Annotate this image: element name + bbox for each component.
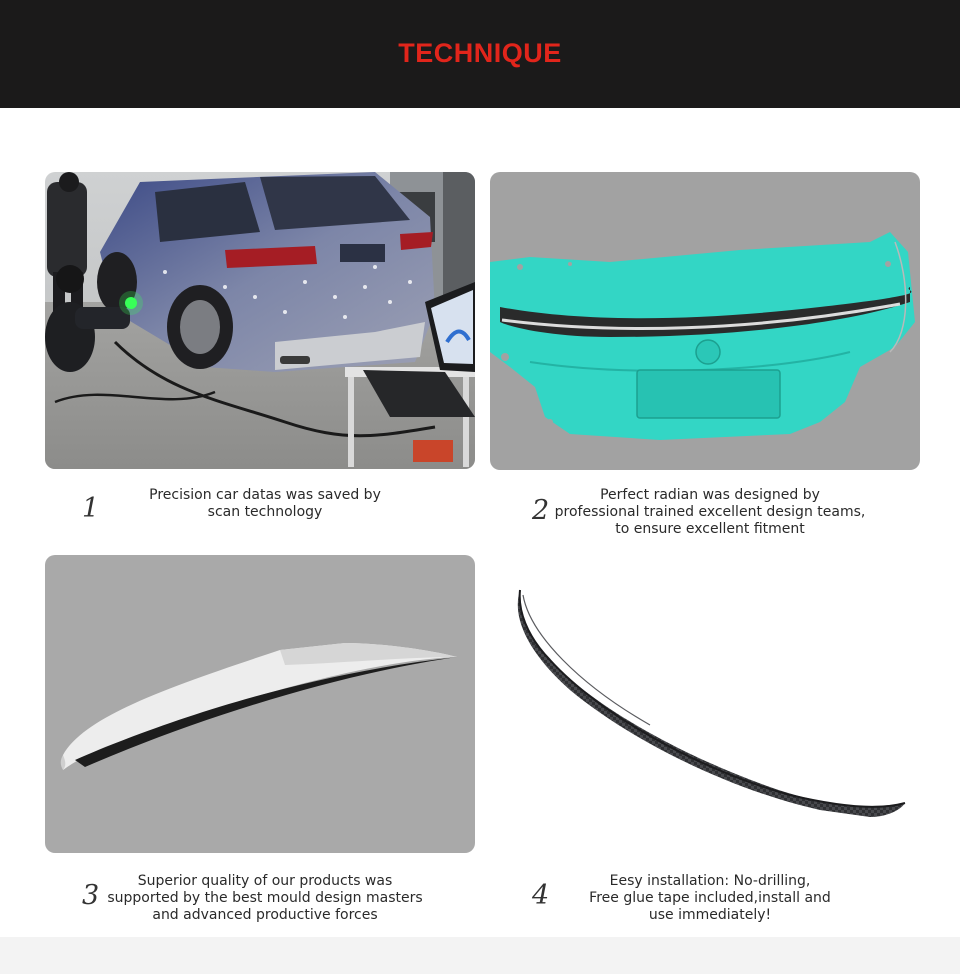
step-3-caption-line: Superior quality of our products was	[137, 873, 393, 889]
step-1-caption	[115, 487, 415, 521]
step-1-caption-line: scan technology	[207, 504, 323, 520]
step-1-image	[45, 172, 475, 469]
car-3d-scanning-photo-icon	[45, 172, 475, 469]
carbon-fiber-spoiler-icon	[490, 555, 920, 853]
step-3-image	[45, 555, 475, 853]
step-3-caption-line: and advanced productive forces	[152, 907, 378, 923]
step-2-caption-line: professional trained excellent design teams,	[554, 504, 866, 520]
cyan-3d-scan-model-icon	[490, 172, 920, 470]
header-bar	[0, 0, 960, 108]
grey-spoiler-render-icon	[45, 555, 475, 853]
step-4-caption-line: Eesy installation: No-drilling,	[609, 873, 811, 889]
step-4-caption-line: Free glue tape included,install and	[589, 890, 831, 906]
step-2-number: 2	[532, 495, 550, 526]
step-3-caption-line: supported by the best mould design masters	[107, 890, 423, 906]
step-3-number: 3	[82, 880, 100, 911]
step-2-caption-line: to ensure excellent fitment	[615, 521, 805, 537]
step-4-number: 4	[532, 880, 550, 911]
step-2-caption-line: Perfect radian was designed by	[600, 487, 820, 503]
page-title: TECHNIQUE	[398, 37, 562, 68]
step-4-caption-line: use immediately!	[648, 907, 772, 923]
step-2-image	[490, 172, 920, 470]
step-2-caption	[545, 487, 875, 538]
step-3-caption	[100, 873, 430, 924]
step-1-caption-line: Precision car datas was saved by	[149, 487, 381, 503]
step-4-caption	[560, 873, 860, 924]
step-1-number: 1	[82, 493, 100, 524]
step-4-image	[490, 555, 920, 853]
footer-strip	[0, 937, 960, 974]
